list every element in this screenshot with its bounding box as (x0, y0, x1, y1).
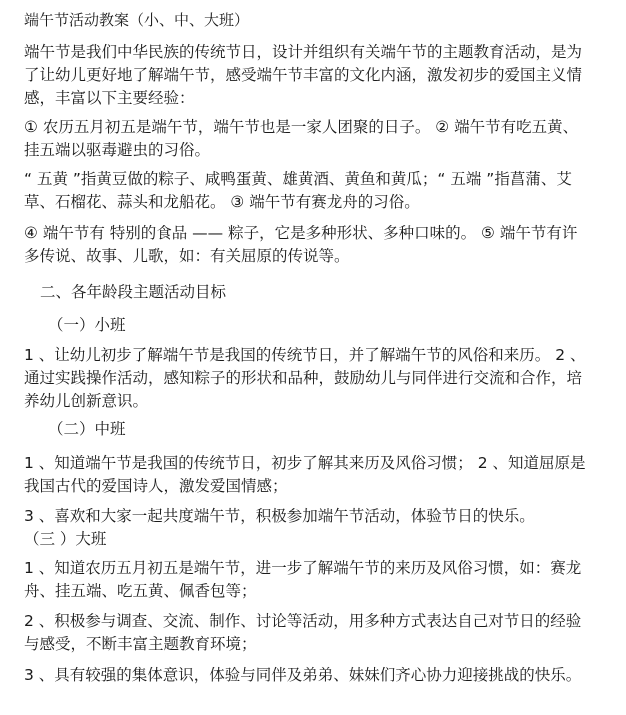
middle-class-goal-3: 3 、喜欢和大家一起共度端午节，积极参加端午节活动，体验节日的快乐。 (24, 507, 535, 525)
middle-class-goal-1: 1 、知道端午节是我国的传统节日，初步了解其来历及风俗习惯； 2 、知道屈原是我国古代的爱国诗人，激发爱国情感； (24, 454, 586, 495)
experience-paragraph-2: “ 五黄 ”指黄豆做的粽子、咸鸭蛋黄、雄黄酒、黄鱼和黄瓜；“ 五端 ”指菖蒲、艾草、石榴花、蒜头和龙船花。 ③ 端午节有赛龙舟的习俗。 (24, 170, 572, 211)
middle-class-heading: （二）中班 (48, 420, 126, 438)
small-class-goals: 1 、让幼儿初步了解端午节是我国的传统节日，并了解端午节的风俗和来历。 2 、通过实践操作活动，感知粽子的形状和品种，鼓励幼儿与同伴进行交流和合作，培养幼儿创新意识。 (24, 346, 586, 410)
section-heading-age-goals: 二、各年龄段主题活动目标 (40, 283, 227, 301)
large-class-goal-3: 3 、具有较强的集体意识，体验与同伴及弟弟、妹妹们齐心协力迎接挑战的快乐。 (24, 666, 582, 684)
intro-paragraph: 端午节是我们中华民族的传统节日，设计并组织有关端午节的主题教育活动，是为了让幼儿更好地了解端午节，感受端午节丰富的文化内涵，激发初步的爱国主义情感，丰富以下主要经验： (24, 43, 583, 107)
large-class-goal-1: 1 、知道农历五月初五是端午节，进一步了解端午节的来历及风俗习惯，如：赛龙舟、挂五端、吃五黄、佩香包等； (24, 559, 582, 600)
small-class-heading: （一）小班 (48, 316, 126, 334)
experience-paragraph-3: ④ 端午节有 特别的食品 —— 粽子，它是多种形状、多种口味的。 ⑤ 端午节有许多传说、故事、儿歌，如：有关屈原的传说等。 (24, 224, 578, 265)
experience-paragraph-1: ① 农历五月初五是端午节，端午节也是一家人团聚的日子。 ② 端午节有吃五黄、挂五端以驱毒避虫的习俗。 (24, 118, 579, 159)
large-class-goal-2: 2 、积极参与调查、交流、制作、讨论等活动，用多种方式表达自己对节日的经验与感受，不断丰富主题教育环境； (24, 612, 582, 653)
document-title: 端午节活动教案（小、中、大班） (24, 11, 250, 29)
large-class-heading: （三 ）大班 (24, 530, 107, 548)
